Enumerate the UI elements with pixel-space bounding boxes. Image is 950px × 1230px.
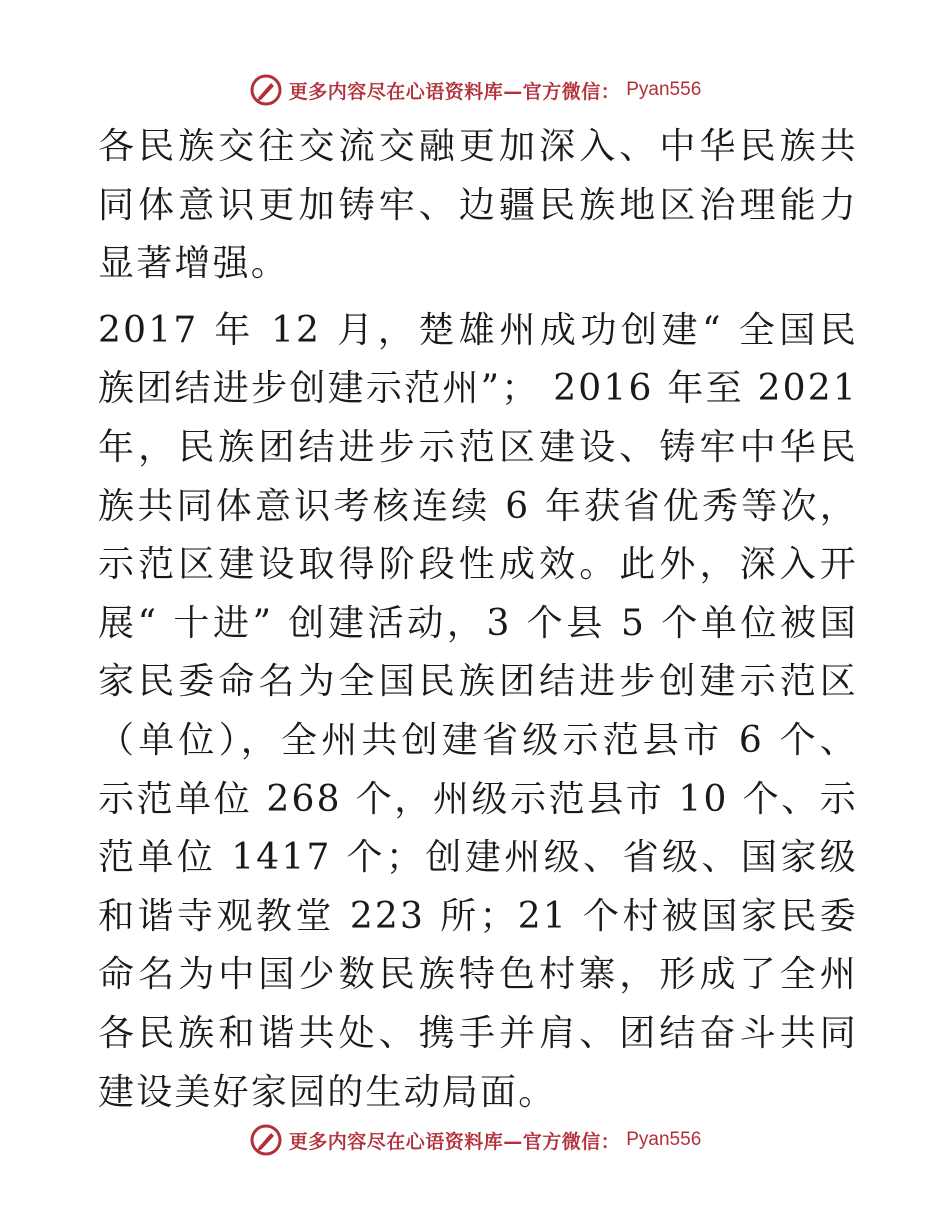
body-paragraph-1: 各民族交往交流交融更加深入、中华民族共同体意识更加铸牢、边疆民族地区治理能力显著增强。: [98, 126, 858, 285]
header-banner-text: 更多内容尽在心语资料库—官方微信：: [288, 80, 621, 103]
quill-pen-circle-icon: [249, 73, 283, 107]
document-body: [98, 118, 858, 1122]
footer-banner-text: 更多内容尽在心语资料库—官方微信：: [288, 1130, 621, 1153]
quill-pen-circle-icon: [249, 1123, 283, 1157]
body-paragraph-2: 2017 年 12 月，楚雄州成功创建“ 全国民族团结进步创建示范州”； 2016 年至 2021 年，民族团结进步示范区建设、铸牢中华民族共同体意识考核连续 6 年获省优秀等次，示范区建设取得阶段性成效。此外，深入开展“ 十进” 创建活动，3 个县 5 个单位被国家民委命名为全国民族团结进步创建示范区（单位），全州共创建省级示范县市 6 个、示范单位 268 个，州级示范县市 10 个、示范单位 1417 个；创建州级、省级、国家级和谐寺观教堂 223 所；21 个村被国家民委命名为中国少数民族特色村寨，形成了全州各民族和谐共处、携手并肩、团结奋斗共同建设美好家园的生动局面。: [98, 309, 858, 1113]
footer-wechat-id: Pyan556: [626, 1129, 702, 1150]
header-banner: [0, 70, 950, 110]
footer-banner: [0, 1120, 950, 1160]
header-wechat-id: Pyan556: [626, 79, 702, 100]
